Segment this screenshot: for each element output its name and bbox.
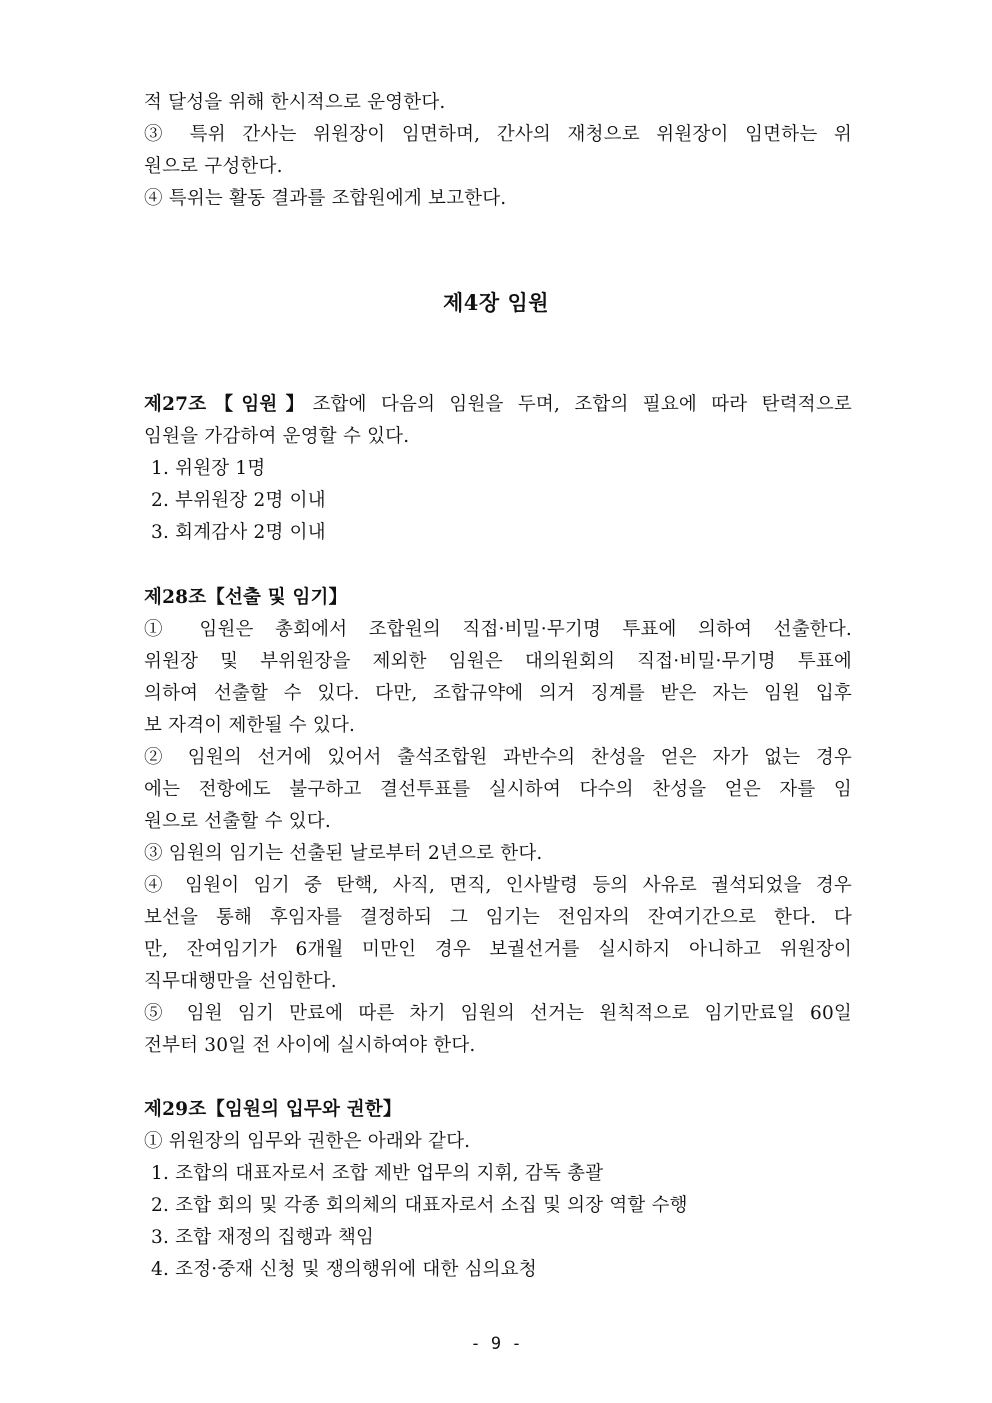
article-28-line-9: ④ 임원이 임기 중 탄핵, 사직, 면직, 인사발령 등의 사유로 궐석되었을 경우 [144, 875, 852, 896]
article-28-line-6: 에는 전항에도 불구하고 결선투표를 실시하여 다수의 찬성을 얻은 자를 임 [144, 779, 852, 800]
chapter-title: 제4장 임원 [442, 290, 550, 315]
article-29-item-4: 4. 조정·중재 신청 및 쟁의행위에 대한 심의요청 [151, 1259, 537, 1280]
article-29-item-3: 3. 조합 재정의 집행과 책임 [151, 1227, 375, 1248]
article-28-line-3: 의하여 선출할 수 있다. 다만, 조합규약에 의거 징계를 받은 자는 임원 입후 [144, 683, 852, 704]
article-27-item-1: 1. 위원장 1명 [151, 458, 266, 479]
article-28-line-1: ① 임원은 총회에서 조합원의 직접·비밀·무기명 투표에 의하여 선출한다. [144, 619, 852, 640]
article-29-item-2: 2. 조합 회의 및 각종 회의체의 대표자로서 소집 및 의장 역할 수행 [151, 1195, 688, 1216]
article-28-line-2: 위원장 및 부위원장을 제외한 임원은 대의원회의 직접·비밀·무기명 투표에 [144, 651, 852, 672]
article-28-line-13: ⑤ 임원 임기 만료에 따른 차기 임원의 선거는 원칙적으로 임기만료일 60일 [144, 1003, 852, 1024]
article-27-item-2: 2. 부위원장 2명 이내 [151, 490, 326, 511]
article-28-line-12: 직무대행만을 선임한다. [144, 971, 337, 992]
intro-line-1: 적 달성을 위해 한시적으로 운영한다. [144, 92, 446, 113]
article-27-text: 조합에 다음의 임원을 두며, 조합의 필요에 따라 탄력적으로 [312, 394, 852, 415]
article-29-heading: 제29조【임원의 입무와 권한】 [144, 1099, 402, 1120]
article-27-first-line [144, 389, 852, 421]
article-28-heading: 제28조【선출 및 임기】 [144, 587, 348, 608]
article-27-heading: 제27조【임원】 [144, 394, 313, 415]
article-28-line-5: ② 임원의 선거에 있어서 출석조합원 과반수의 찬성을 얻은 자가 없는 경우 [144, 747, 852, 768]
article-29-item-1: 1. 조합의 대표자로서 조합 제반 업무의 지휘, 감독 총괄 [151, 1163, 604, 1184]
article-28-line-4: 보 자격이 제한될 수 있다. [144, 715, 356, 736]
article-28-line-8: ③ 임원의 임기는 선출된 날로부터 2년으로 한다. [144, 843, 543, 864]
article-28-line-10: 보선을 통해 후임자를 결정하되 그 임기는 전임자의 잔여기간으로 한다. 다 [144, 907, 852, 928]
article-29-line-1: ① 위원장의 임무와 권한은 아래와 같다. [144, 1131, 471, 1152]
intro-line-4: ④ 특위는 활동 결과를 조합원에게 보고한다. [144, 188, 507, 209]
intro-line-2: ③ 특위 간사는 위원장이 임면하며, 간사의 재청으로 위원장이 임면하는 위 [144, 124, 852, 145]
page-number: - 9 - [470, 1334, 522, 1354]
intro-line-3: 원으로 구성한다. [144, 156, 283, 177]
article-27-line-2: 임원을 가감하여 운영할 수 있다. [144, 426, 410, 447]
article-28-line-7: 원으로 선출할 수 있다. [144, 811, 331, 832]
article-28-line-11: 만, 잔여임기가 6개월 미만인 경우 보궐선거를 실시하지 아니하고 위원장이 [144, 939, 852, 960]
article-28-line-14: 전부터 30일 전 사이에 실시하여야 한다. [144, 1035, 476, 1056]
article-27-item-3: 3. 회계감사 2명 이내 [151, 522, 326, 543]
